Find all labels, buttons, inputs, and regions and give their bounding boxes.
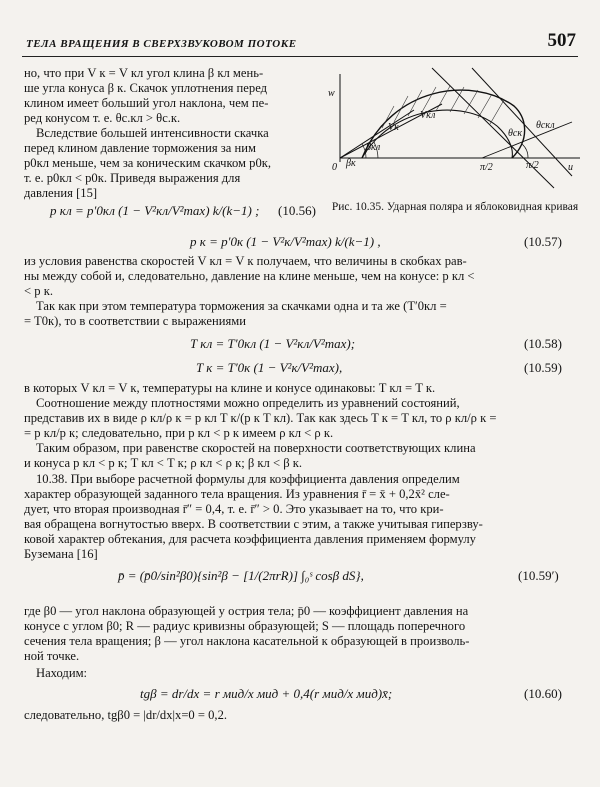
text-line: перед клином давление торможения за ним (24, 141, 256, 155)
page-number: 507 (547, 30, 576, 51)
label-vkl: Vкл (420, 110, 436, 121)
equation: T к = T′0к (1 − V²к/V²max), (196, 360, 343, 375)
text-line: давления [15] (24, 186, 98, 200)
equation: p кл = p′0кл (1 − V²кл/V²max) k/(k−1) ; (50, 203, 260, 218)
label-pi2-right: π/2 (526, 160, 539, 171)
text-line: характер образующей заданного тела вращения. Из уравнения r̄ = x̄ + 0,2x̄² сле- (24, 487, 450, 501)
text-line: следовательно, tgβ0 = |dr/dx|x=0 = 0,2. (24, 708, 228, 722)
label-pi2-left: π/2 (480, 162, 493, 173)
label-beta-k: βк (346, 158, 356, 169)
text-line: Вследствие большей интенсивности скачка (36, 126, 269, 140)
text-line: ны между собой и, следовательно, давление на клине меньше, чем на конусе: p кл < (24, 269, 475, 283)
text-line: вая обращена вогнутостью вверх. В соответствии с этим, а также учитывая гиперзву- (24, 517, 483, 531)
header-title: ТЕЛА ВРАЩЕНИЯ В СВЕРХЗВУКОВОМ ПОТОКЕ (26, 38, 297, 50)
shock-polar-curve (362, 90, 525, 158)
label-beta-kl: βкл (366, 142, 381, 153)
equation-number: (10.60) (524, 686, 562, 701)
text-line: т. е. p0кл < p0к. Приведя выражения для (24, 171, 241, 185)
label-theta-k: θск (508, 128, 523, 139)
text-line: Таким образом, при равенстве скоростей на поверхности соответствующих клина (36, 441, 476, 455)
text-line: где β0 — угол наклона образующей у острия тела; p̄0 — коэффициент давления на (24, 604, 469, 618)
text-line: = p кл/p к; следовательно, при p кл < p к имеем ρ кл < ρ к. (24, 426, 334, 440)
text-line: = T0к), то в соответствии с выражениями (24, 314, 246, 328)
text-line: сечения тела вращения; β — угол наклона касательной к образующей в произволь- (24, 634, 470, 648)
text-line: Находим: (36, 666, 88, 680)
text-line: в которых V кл = V к, температуры на клине и конусе одинаковы: T кл = T к. (24, 381, 436, 395)
equation: tgβ = dr/dx = r мид/x мид + 0,4(r мид/x мид)x̄; (140, 686, 393, 701)
equation: T кл = T′0кл (1 − V²кл/V²max); (190, 336, 356, 351)
label-u: u (568, 162, 573, 173)
label-vk: Vк (388, 122, 399, 133)
arc-theta (522, 144, 528, 158)
text-line: но, что при V к = V кл угол клина β кл мень- (24, 66, 264, 80)
text-line: ше угла конуса β к. Скачок уплотнения перед (24, 81, 268, 95)
text-line: Так как при этом температура торможения за скачками одна и та же (T′0кл = (36, 299, 447, 313)
text-line: Буземана [16] (24, 547, 98, 561)
equation-number: (10.59′) (518, 568, 559, 583)
text-line: из условия равенства скоростей V кл = V к получаем, что величины в скобках рав- (24, 254, 467, 268)
text-line: ковой характер обтекания, для расчета коэффициента давления применяем формулу (24, 532, 476, 546)
text-line: Соотношение между плотностями можно определить из уравнений состояний, (36, 396, 460, 410)
equation: p̄ = (p̄0/sin²β0){sin²β − [1/(2πrR)] ∫₀ˢ cosβ dS}, (118, 568, 364, 583)
running-header (22, 30, 578, 57)
equation-number: (10.59) (524, 360, 562, 375)
label-zero: 0 (332, 162, 337, 173)
label-w: w (328, 88, 335, 99)
text-line: 10.38. При выборе расчетной формулы для коэффициента давления определим (36, 472, 460, 486)
text-line: p0кл меньше, чем за коническим скачком p0к, (24, 156, 272, 170)
equation-number: (10.57) (524, 234, 562, 249)
text-line: ной точке. (24, 649, 80, 663)
equation-number: (10.56) (278, 203, 316, 218)
equation-number: (10.58) (524, 336, 562, 351)
figure-caption: Рис. 10.35. Ударная поляра и яблоковидная кривая (331, 201, 579, 213)
text-line: дует, что вторая производная r̄″ = 0,4, т. е. r̄″ > 0. Это указывает на то, что кри- (24, 502, 444, 516)
text-line: конусе с углом β0; R — радиус кривизны образующей; S — площадь поперечного (24, 619, 466, 633)
text-line: клином имеет больший угол наклона, чем пе- (24, 96, 269, 110)
text-line: и конуса p кл < p к; T кл < T к; ρ кл < ρ к; β кл < β к. (24, 456, 303, 470)
text-line: представив их в виде ρ кл/ρ к = p кл T к/(p к T кл). Так как здесь T к = T кл, то ρ кл/ρ к = (24, 411, 497, 425)
equation: p к = p′0к (1 − V²к/V²max) k/(k−1) , (190, 234, 381, 249)
text-line: ред конусом т. е. θс.кл > θс.к. (24, 111, 181, 125)
label-theta-ckl: θскл (536, 120, 555, 131)
shock-polar-figure (322, 66, 584, 194)
text-line: < p к. (24, 284, 53, 298)
